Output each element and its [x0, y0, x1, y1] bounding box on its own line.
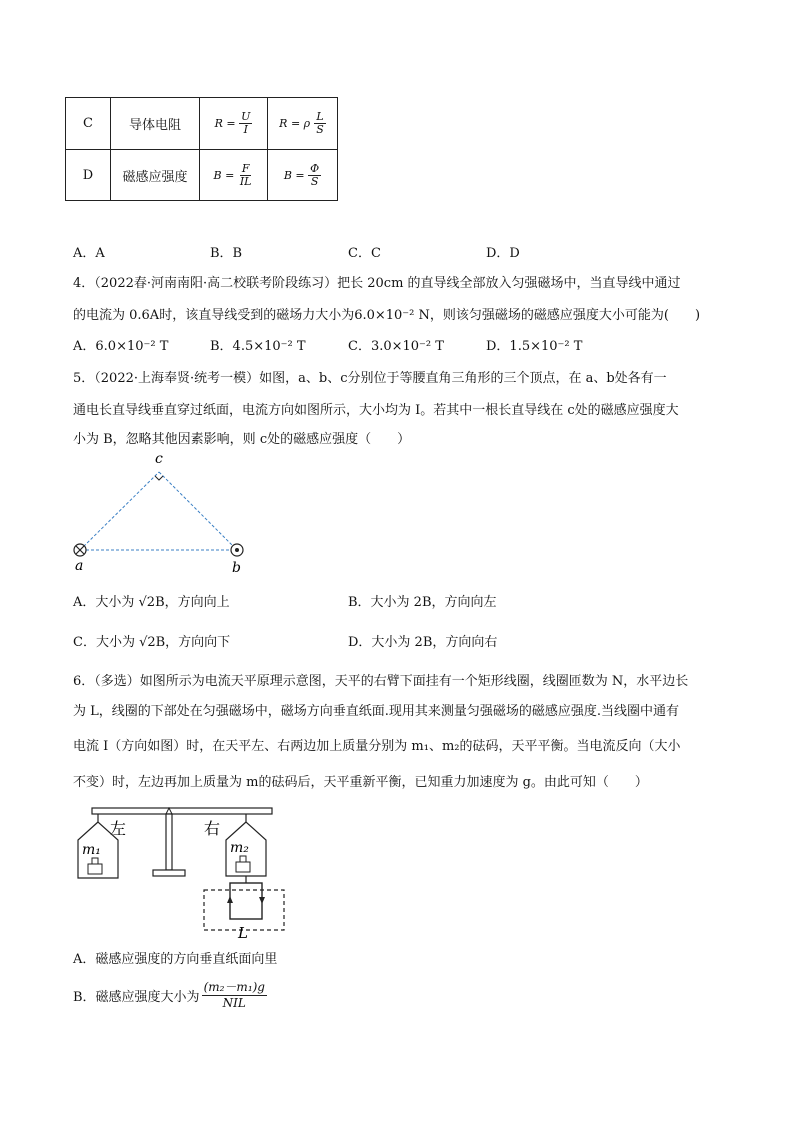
q4-stem-line2: 的电流为 0.6A时，该直导线受到的磁场力大小为6.0×10⁻² N，则该匀强磁场的磁感应强度大小可能为( ): [73, 308, 701, 323]
side-ac: [80, 472, 159, 550]
label-left: 左: [110, 819, 127, 838]
q6-stem-line4: 不变）时，左边再加上质量为 m的砝码后，天平重新平衡，已知重力加速度为 g。由此可知（ ）: [73, 775, 648, 790]
q4-option-a[interactable]: A．6.0×10⁻² T: [73, 339, 169, 354]
q6-option-b-prefix: B．磁感应强度大小为: [73, 990, 200, 1005]
current-out-of-page-icon: [231, 544, 243, 556]
label-m1: m₁: [82, 842, 101, 858]
definition-table: [65, 97, 338, 201]
label-c: c: [155, 451, 163, 467]
q5-stem-line1: 5．（2022·上海奉贤·统考一模）如图，a、b、c分别位于等腰直角三角形的三个顶点，在 a、b处各有一: [73, 371, 667, 386]
table-row: [66, 98, 338, 150]
balance-pillar: [166, 814, 172, 870]
q5-option-d[interactable]: D．大小为 2B，方向向右: [348, 635, 498, 650]
determinant-formula: B = $\frac{\Phi}{S}$: [268, 150, 338, 201]
side-bc: [159, 472, 237, 550]
table-row: [66, 150, 338, 201]
q6-stem-line3: 电流 I（方向如图）时，在天平左、右两边加上质量分别为 m₁、m₂的砝码，天平平衡。当电流反向（大小: [73, 739, 681, 754]
row-quantity: 磁感应强度: [111, 150, 200, 201]
q6-stem-line1: 6．（多选）如图所示为电流天平原理示意图，天平的右臂下面挂有一个矩形线圈，线圈匝数为 N，水平边长: [73, 674, 689, 689]
q4-option-b[interactable]: B．4.5×10⁻² T: [210, 339, 306, 354]
balance-base: [153, 870, 185, 876]
right-angle-marker: [155, 476, 163, 480]
label-right: 右: [204, 819, 221, 838]
q5-option-c[interactable]: C．大小为 √2B，方向向下: [73, 635, 231, 650]
label-a: a: [75, 558, 84, 574]
determinant-formula: R = ρ $\frac{L}{S}$: [268, 98, 338, 150]
q6-stem-line2: 为 L，线圈的下部处在匀强磁场中，磁场方向垂直纸面.现用其来测量匀强磁场的磁感应强度.当线圈中通有: [73, 704, 680, 719]
q5-stem-line3: 小为 B，忽略其他因素影响，则 c处的磁感应强度（ ）: [73, 432, 411, 447]
q4-stem-line1: 4．（2022春·河南南阳·高二校联考阶段练习）把长 20cm 的直导线全部放入匀强磁场中，当直导线中通过: [73, 276, 681, 291]
q6-option-b-fraction: $\frac{\text{(m₂－m₁)g}}{\text{NIL}}$: [203, 980, 265, 1010]
label-L: L: [238, 924, 248, 940]
current-into-page-icon: [74, 544, 86, 556]
rectangular-coil: [230, 883, 262, 919]
q6-option-a[interactable]: A．磁感应强度的方向垂直纸面向里: [73, 952, 278, 967]
label-b: b: [232, 560, 241, 576]
q3-option-b[interactable]: B．B: [210, 246, 243, 261]
balance-beam: [92, 808, 272, 814]
q3-option-a[interactable]: A．A: [73, 246, 105, 261]
q5-option-b[interactable]: B．大小为 2B，方向向左: [348, 595, 497, 610]
row-letter: D: [66, 150, 111, 201]
label-m2: m₂: [230, 840, 249, 856]
row-letter: C: [66, 98, 111, 150]
q4-option-c[interactable]: C．3.0×10⁻² T: [348, 339, 444, 354]
q5-stem-line2: 通电长直导线垂直穿过纸面，电流方向如图所示，大小均为 I。若其中一根长直导线在 c处的磁感应强度大: [73, 403, 679, 418]
triangle-diagram: [60, 448, 280, 578]
right-weight-icon: [236, 862, 250, 872]
q3-option-c[interactable]: C．C: [348, 246, 381, 261]
q4-option-d[interactable]: D．1.5×10⁻² T: [486, 339, 583, 354]
definition-formula: R = $\frac{U}{I}$: [200, 98, 268, 150]
q5-option-a[interactable]: A．大小为 √2B，方向向上: [73, 595, 230, 610]
current-balance-diagram: [70, 800, 290, 940]
left-weight-icon: [88, 864, 102, 874]
row-quantity: 导体电阻: [111, 98, 200, 150]
q6-option-b[interactable]: [73, 980, 267, 1011]
definition-formula: B = $\frac{F}{IL}$: [200, 150, 268, 201]
q3-option-d[interactable]: D．D: [486, 246, 520, 261]
